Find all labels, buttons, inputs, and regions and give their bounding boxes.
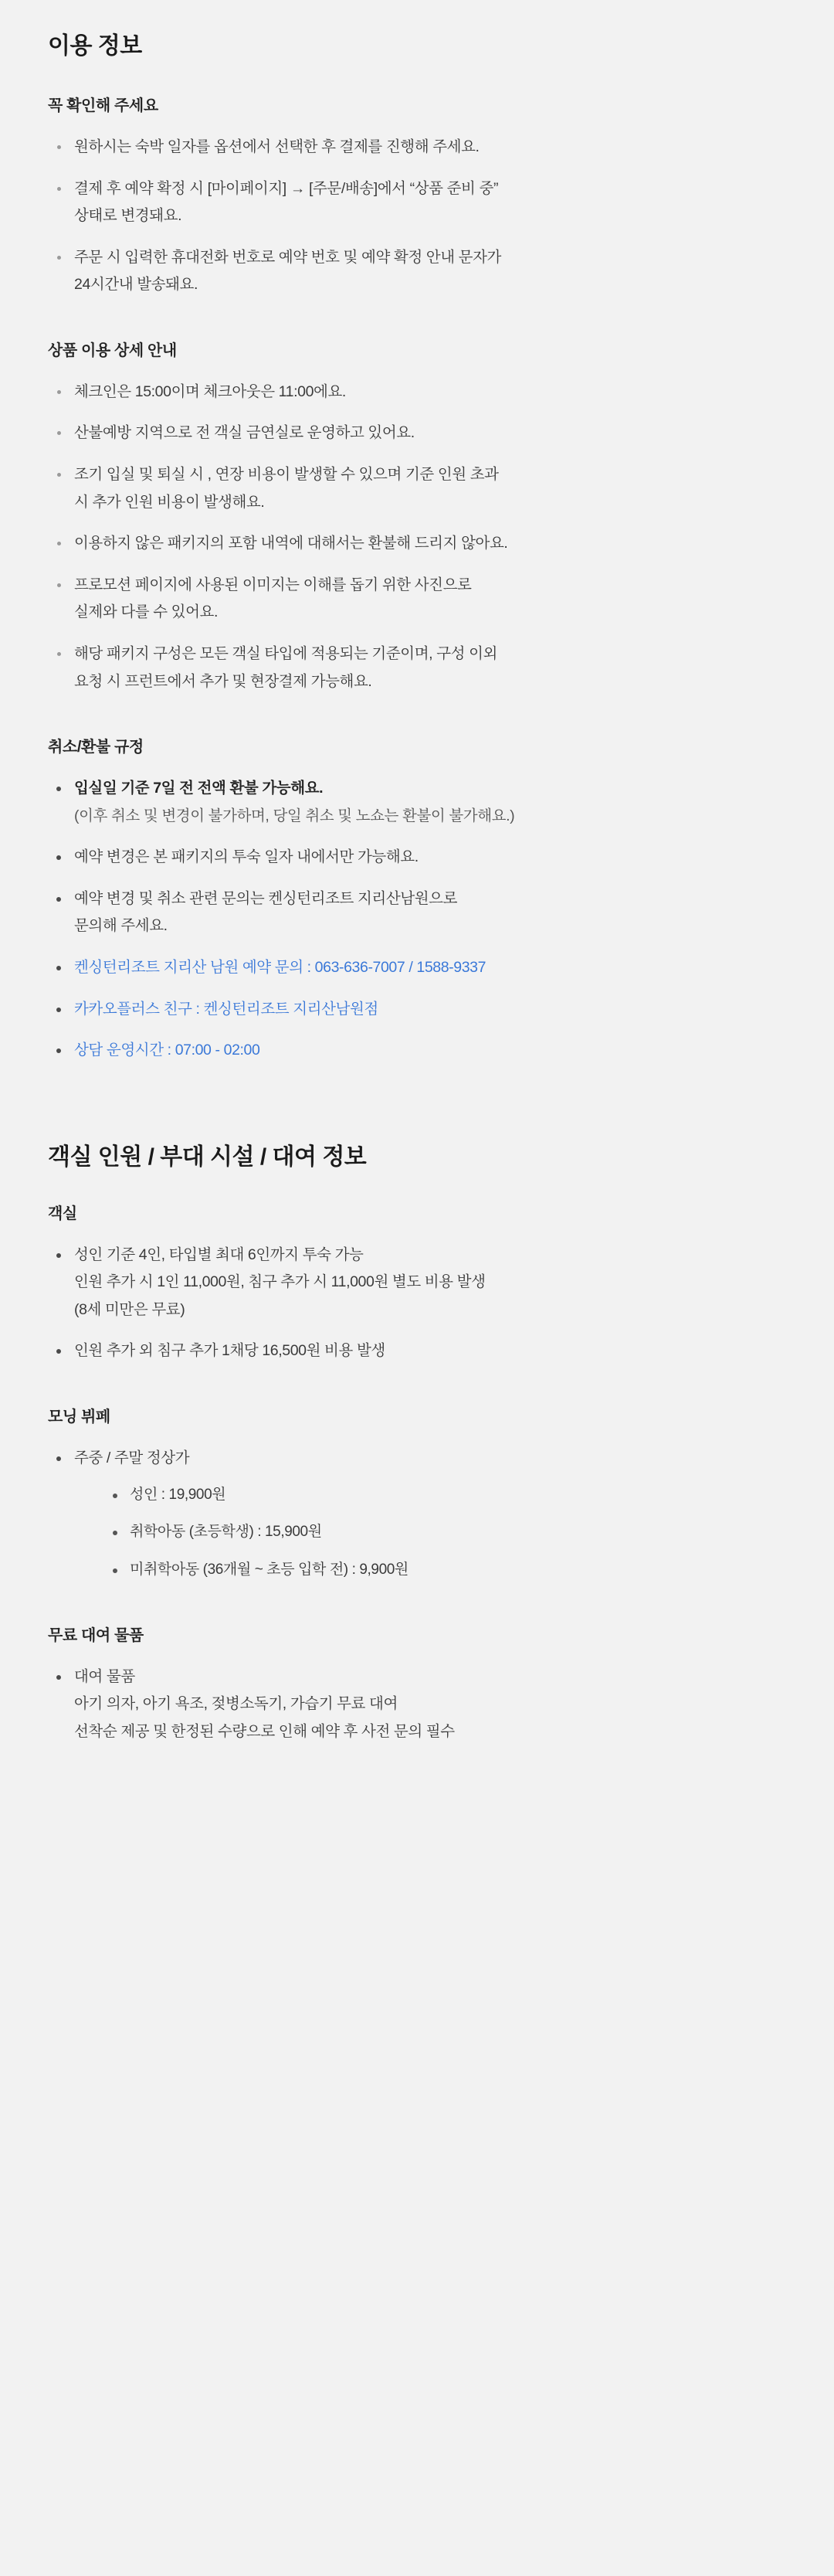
section-free-rental bbox=[48, 1623, 786, 1745]
list-item bbox=[48, 380, 786, 405]
free-rental-list bbox=[48, 1665, 786, 1745]
list-item-line: 결제 후 예약 확정 시 [마이페이지] → [주문/배송]에서 “상품 준비 중” bbox=[74, 179, 499, 197]
list-item-line: 체크인은 15:00이며 체크아웃은 11:00에요. bbox=[74, 382, 346, 400]
list-item bbox=[48, 777, 786, 828]
list-item-line: 예약 변경 및 취소 관련 문의는 켄싱턴리조트 지리산남원으로 bbox=[74, 889, 458, 907]
room-list bbox=[48, 1243, 786, 1364]
list-item-line: 인원 추가 외 침구 추가 1채당 16,500원 비용 발생 bbox=[74, 1342, 385, 1360]
list-item-line[interactable]: 켄싱턴리조트 지리산 남원 예약 문의 : 063-636-7007 / 1588-9337 bbox=[74, 958, 486, 976]
list-item bbox=[48, 845, 786, 870]
section-cancel-refund bbox=[48, 734, 786, 1063]
list-item-line: 대여 물품 bbox=[74, 1667, 135, 1685]
list-item-line: (이후 취소 및 변경이 불가하며, 당일 취소 및 노쇼는 환불이 불가해요.) bbox=[74, 807, 515, 824]
list-item-line: 입실일 기준 7일 전 전액 환불 가능해요. bbox=[74, 780, 324, 797]
product-detail-list bbox=[48, 380, 786, 694]
cancel-refund-heading: 취소/환불 규정 bbox=[48, 739, 144, 756]
list-item bbox=[103, 1483, 786, 1507]
section-product-detail bbox=[48, 338, 786, 694]
list-item-kakao-channel[interactable] bbox=[48, 997, 786, 1022]
list-item bbox=[48, 532, 786, 556]
must-check-heading: 꼭 확인해 주세요 bbox=[48, 97, 158, 114]
list-item-line: 성인 기준 4인, 타입별 최대 6인까지 투숙 가능 bbox=[74, 1246, 364, 1263]
list-item bbox=[103, 1558, 786, 1582]
list-item-line: 조기 입실 및 퇴실 시 , 연장 비용이 발생할 수 있으며 기준 인원 초과 bbox=[74, 466, 499, 484]
list-item-line: 선착순 제공 및 한정된 수량으로 인해 예약 후 사전 문의 필수 bbox=[74, 1723, 455, 1741]
list-item-line: 아기 의자, 아기 욕조, 젖병소독기, 가습기 무료 대여 bbox=[74, 1695, 398, 1713]
list-item bbox=[48, 177, 786, 229]
list-item-reservation-phone[interactable] bbox=[48, 956, 786, 980]
list-item bbox=[103, 1521, 786, 1545]
section-must-check bbox=[48, 93, 786, 297]
list-item-line[interactable]: 카카오플러스 친구 : 켄싱턴리조트 지리산남원점 bbox=[74, 1000, 378, 1018]
list-item bbox=[48, 421, 786, 446]
must-check-list bbox=[48, 135, 786, 297]
list-item bbox=[48, 887, 786, 939]
list-item-line: 문의해 주세요. bbox=[74, 917, 168, 935]
page-title: 이용 정보 bbox=[48, 33, 142, 59]
section-title-room-facility: 객실 인원 / 부대 시설 / 대여 정보 bbox=[48, 1144, 367, 1170]
list-item-line: 산불예방 지역으로 전 객실 금연실로 운영하고 있어요. bbox=[74, 424, 415, 442]
list-item-line: 인원 추가 시 1인 11,000원, 침구 추가 시 11,000원 별도 비용 발생 bbox=[74, 1273, 486, 1291]
list-item bbox=[48, 1665, 786, 1745]
list-item-consult-hours[interactable] bbox=[48, 1038, 786, 1063]
list-item bbox=[48, 573, 786, 625]
list-item bbox=[48, 463, 786, 515]
list-item-line: 상태로 변경돼요. bbox=[74, 207, 182, 225]
list-item-line: 주중 / 주말 정상가 bbox=[74, 1449, 190, 1467]
cancel-refund-list bbox=[48, 777, 786, 1063]
list-item-line: (8세 미만은 무료) bbox=[74, 1300, 185, 1318]
room-heading: 객실 bbox=[48, 1205, 77, 1222]
morning-buffet-heading: 모닝 뷔페 bbox=[48, 1409, 110, 1426]
list-item-line[interactable]: 상담 운영시간 : 07:00 - 02:00 bbox=[74, 1042, 260, 1059]
free-rental-heading: 무료 대여 물품 bbox=[48, 1626, 144, 1644]
morning-buffet-list bbox=[48, 1446, 786, 1582]
list-item-line: 취학아동 (초등학생) : 15,900원 bbox=[130, 1524, 322, 1541]
list-item-line: 예약 변경은 본 패키지의 투숙 일자 내에서만 가능해요. bbox=[74, 848, 419, 866]
list-item bbox=[48, 642, 786, 694]
list-item-line: 시 추가 인원 비용이 발생해요. bbox=[74, 493, 265, 511]
section-morning-buffet bbox=[48, 1404, 786, 1582]
list-item-line: 성인 : 19,900원 bbox=[130, 1486, 226, 1503]
list-item-line: 이용하지 않은 패키지의 포함 내역에 대해서는 환불해 드리지 않아요. bbox=[74, 535, 508, 552]
list-item-line: 미취학아동 (36개월 ~ 초등 입학 전) : 9,900원 bbox=[130, 1562, 409, 1579]
list-item bbox=[48, 1243, 786, 1323]
list-item-line: 24시간내 발송돼요. bbox=[74, 276, 198, 294]
morning-buffet-price-list bbox=[103, 1483, 786, 1582]
list-item-line: 해당 패키지 구성은 모든 객실 타입에 적용되는 기준이며, 구성 이외 bbox=[74, 644, 497, 662]
list-item-line: 실제와 다를 수 있어요. bbox=[74, 603, 219, 621]
list-item bbox=[48, 1339, 786, 1364]
product-detail-heading: 상품 이용 상세 안내 bbox=[48, 342, 177, 359]
list-item-line: 요청 시 프런트에서 추가 및 현장결제 가능해요. bbox=[74, 672, 372, 690]
list-item bbox=[48, 246, 786, 297]
list-item bbox=[48, 1446, 786, 1582]
list-item-line: 프로모션 페이지에 사용된 이미지는 이해를 돕기 위한 사진으로 bbox=[74, 576, 472, 593]
list-item-line: 주문 시 입력한 휴대전화 번호로 예약 번호 및 예약 확정 안내 문자가 bbox=[74, 248, 501, 266]
list-item-line: 원하시는 숙박 일자를 옵션에서 선택한 후 결제를 진행해 주세요. bbox=[74, 138, 480, 155]
section-room bbox=[48, 1201, 786, 1364]
list-item bbox=[48, 135, 786, 160]
